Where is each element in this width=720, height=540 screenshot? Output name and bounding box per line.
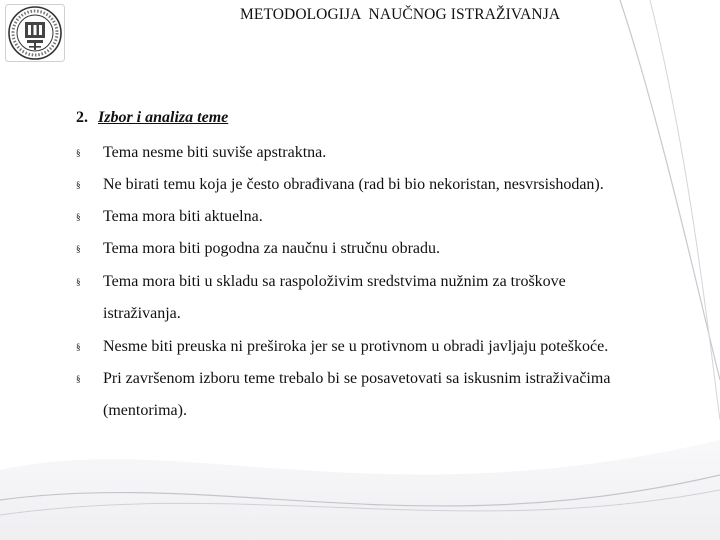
bullet-mark: § — [76, 212, 81, 222]
section-title: Izbor i analiza teme — [98, 109, 229, 126]
section-heading — [76, 109, 228, 127]
section-number: 2. — [76, 109, 88, 126]
bullet-mark: § — [76, 277, 81, 287]
university-seal-logo — [5, 4, 65, 62]
bullet-text: Tema mora biti u skladu sa raspoloživim sredstvima nužnim za troškove — [103, 273, 566, 290]
bullet-text: Tema nesme biti suviše apstraktna. — [103, 144, 327, 161]
bullet-text: Nesme biti preuska ni preširoka jer se u protivnom u obradi javljaju poteškoće. — [103, 338, 609, 355]
bullet-continuation: (mentorima). — [103, 402, 187, 419]
header-title: METODOLOGIJA NAUČNOG ISTRAŽIVANJA — [240, 6, 561, 23]
bullet-mark: § — [76, 244, 81, 254]
bullet-text: Ne birati temu koja je često obrađivana (rad bi bio nekoristan, nesvrsishodan). — [103, 176, 604, 193]
bullet-mark: § — [76, 180, 81, 190]
bullet-mark: § — [76, 374, 81, 384]
bullet-text: Tema mora biti aktuelna. — [103, 208, 263, 225]
bullet-mark: § — [76, 148, 81, 158]
bullet-text: Pri završenom izboru teme trebalo bi se posavetovati sa iskusnim istraživačima — [103, 370, 611, 387]
bullet-text: Tema mora biti pogodna za naučnu i stručnu obradu. — [103, 240, 440, 257]
bullet-continuation: istraživanja. — [103, 305, 181, 322]
bullet-mark: § — [76, 342, 81, 352]
